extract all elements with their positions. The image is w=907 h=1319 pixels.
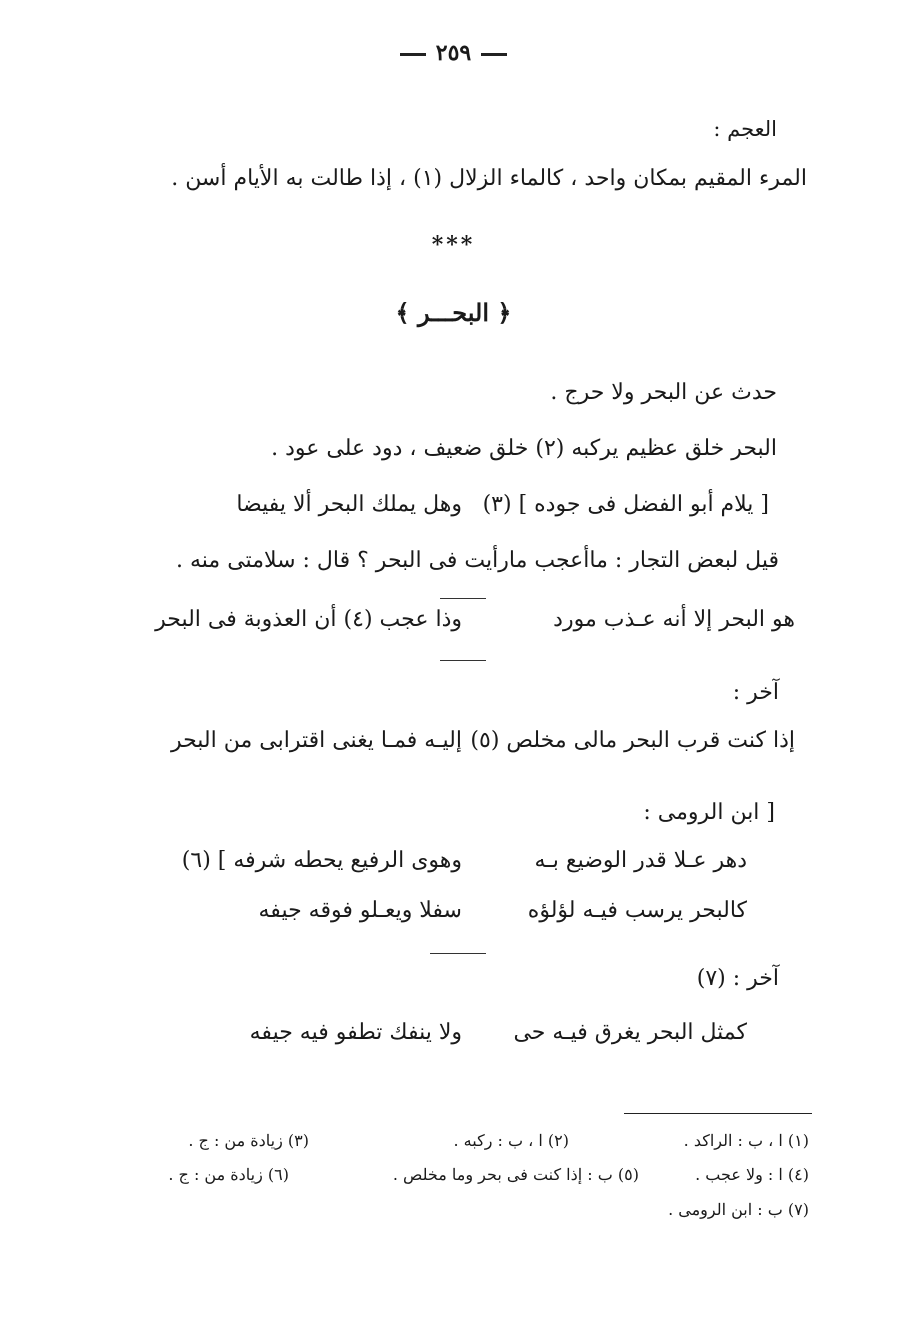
other-poet-label-1: آخر : bbox=[732, 680, 779, 705]
page-number-dash-right bbox=[481, 53, 507, 56]
verse-3-second-hemistich: إليـه فمـا يغنى اقترابى من البحر bbox=[170, 728, 462, 753]
paragraph-1: حدث عن البحر ولا حرج . bbox=[550, 380, 777, 405]
verse-1-second-hemistich: وهل يملك البحر ألا يفيضا bbox=[236, 492, 462, 517]
verse-6-second-hemistich: ولا ينفك تطفو فيه جيفه bbox=[249, 1020, 462, 1045]
other-poet-label-2: آخر : (٧) bbox=[696, 966, 779, 991]
verse-2 bbox=[0, 607, 907, 639]
ibn-rumi-label: [ ابن الرومى : bbox=[643, 800, 775, 825]
verse-4 bbox=[0, 848, 907, 880]
verse-2-second-hemistich: وذا عجب (٤) أن العذوبة فى البحر bbox=[155, 607, 462, 632]
footnote-7: (٧) ب : ابن الرومى . bbox=[668, 1200, 809, 1219]
page-number-dash-left bbox=[400, 53, 426, 56]
verse-3 bbox=[0, 728, 907, 760]
intro-line: المرء المقيم بمكان واحد ، كالماء الزلال (١) ، إذا طالت به الأيام أسن . bbox=[171, 166, 807, 191]
footnote-3: (٣) زيادة من : ج . bbox=[188, 1131, 309, 1150]
page-number bbox=[0, 40, 907, 66]
page-number-text: ٢٥٩ bbox=[435, 40, 472, 66]
verse-5-second-hemistich: سفلا ويعـلو فوقه جيفه bbox=[258, 898, 462, 923]
verse-6-first-hemistich: كمثل البحر يغرق فيـه حى bbox=[513, 1020, 747, 1045]
footnote-4: (٤) ا : ولا عجب . bbox=[695, 1165, 809, 1184]
verse-2-first-hemistich: هو البحر إلا أنه عـذب مورد bbox=[553, 607, 795, 632]
verse-5-first-hemistich: كالبحر يرسب فيـه لؤلؤه bbox=[527, 898, 747, 923]
verse-3-first-hemistich: إذا كنت قرب البحر مالى مخلص (٥) bbox=[470, 728, 795, 753]
intro-label: العجم : bbox=[713, 117, 777, 141]
verse-1-first-hemistich: [ يلام أبو الفضل فى جوده ] (٣) bbox=[482, 492, 769, 517]
verse-rule bbox=[430, 953, 486, 954]
anecdote: قيل لبعض التجار : ماأعجب مارأيت فى البحر ؟ قال : سلامتى منه . bbox=[176, 548, 779, 573]
footnote-rule bbox=[624, 1113, 812, 1114]
paragraph-2: البحر خلق عظيم يركبه (٢) خلق ضعيف ، دود على عود . bbox=[271, 436, 777, 461]
footnote-6: (٦) زيادة من : ج . bbox=[168, 1165, 289, 1184]
verse-1 bbox=[0, 492, 907, 524]
section-separator: *** bbox=[431, 232, 476, 258]
verse-rule bbox=[440, 598, 486, 599]
verse-4-first-hemistich: دهر عـلا قدر الوضيع بـه bbox=[534, 848, 747, 873]
footnote-1: (١) ا ، ب : الراكد . bbox=[683, 1131, 809, 1150]
verse-4-second-hemistich: وهوى الرفيع يحطه شرفه ] (٦) bbox=[181, 848, 462, 873]
verse-6 bbox=[0, 1020, 907, 1052]
verse-5 bbox=[0, 898, 907, 930]
section-heading: ﴿ البحـــر ﴾ bbox=[395, 298, 512, 327]
footnote-5: (٥) ب : إذا كنت فى بحر وما مخلص . bbox=[392, 1165, 639, 1184]
verse-rule bbox=[440, 660, 486, 661]
footnote-2: (٢) ا ، ب : ركبه . bbox=[453, 1131, 569, 1150]
